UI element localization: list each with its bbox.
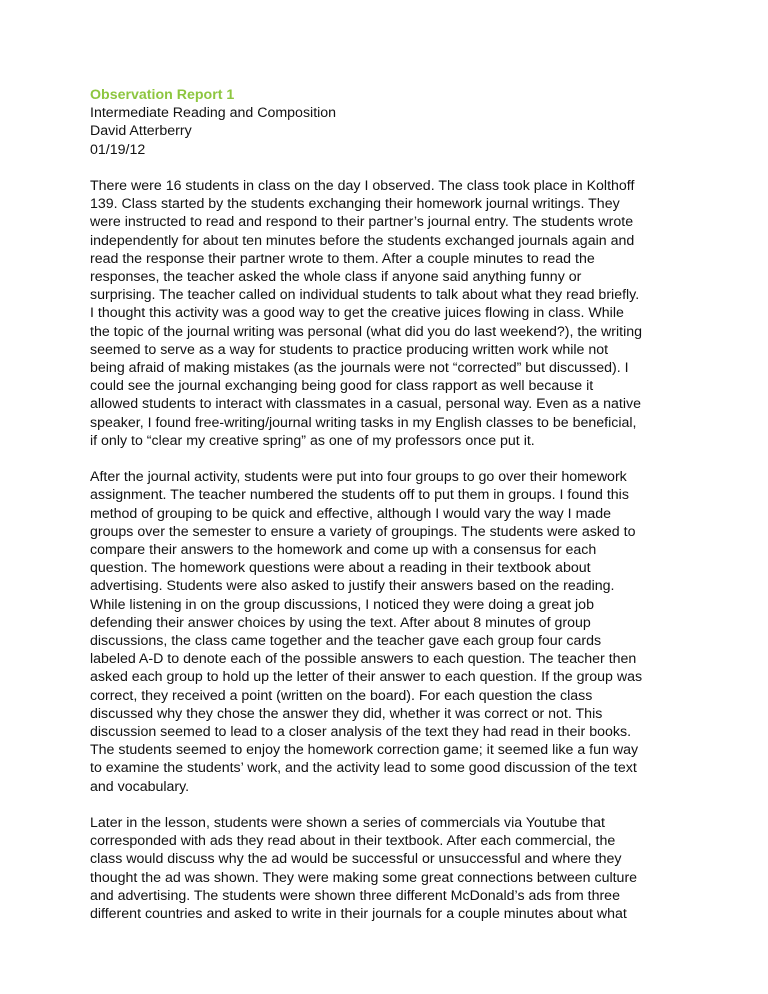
author-name: David Atterberry xyxy=(90,123,192,140)
text-line: assignment. The teacher numbered the students off to put them in groups. I found this xyxy=(90,487,629,504)
text-line: read the response their partner wrote to them. After a couple minutes to read the xyxy=(90,250,595,267)
paragraph-3 xyxy=(90,814,690,923)
text-line: There were 16 students in class on the day I observed. The class took place in Kolthoff xyxy=(90,178,635,194)
text-line: the topic of the journal writing was personal (what did you do last weekend?), the writing xyxy=(90,323,643,340)
document-page xyxy=(90,86,690,923)
text-line: surprising. The teacher called on individual students to talk about what they read briefly. xyxy=(90,287,640,304)
text-line: advertising. Students were also asked to justify their answers based on the reading. xyxy=(90,578,615,595)
text-line: The students seemed to enjoy the homework correction game; it seemed like a fun way xyxy=(90,742,639,759)
text-line: thought the ad was shown. They were making some great connections between culture xyxy=(90,869,638,886)
report-body xyxy=(90,177,690,923)
text-line: different countries and asked to write in their journals for a couple minutes about what xyxy=(90,906,627,923)
text-line: compare their answers to the homework and come up with a consensus for each xyxy=(90,542,597,559)
text-line: and advertising. The students were shown three different McDonald’s ads from three xyxy=(90,887,620,904)
text-line: were instructed to read and respond to their partner’s journal entry. The students wrote xyxy=(90,214,634,231)
text-line: 139. Class started by the students exchanging their homework journal writings. They xyxy=(90,196,620,213)
text-line: if only to “clear my creative spring” as one of my professors once put it. xyxy=(90,432,535,449)
text-line: question. The homework questions were about a reading in their textbook about xyxy=(90,560,591,577)
text-line: I thought this activity was a good way to get the creative juices flowing in class. While xyxy=(90,305,624,322)
text-line: speaker, I found free-writing/journal writing tasks in my English classes to be beneficial, xyxy=(90,414,637,431)
text-line: groups over the semester to ensure a variety of groupings. The students were asked to xyxy=(90,523,636,540)
text-line: asked each group to hold up the letter of their answer to each question. If the group was xyxy=(90,669,643,686)
text-line: being afraid of making mistakes (as the journals were not “corrected” but discussed). I xyxy=(90,360,629,377)
text-line: discussions, the class came together and the teacher gave each group four cards xyxy=(90,633,602,650)
text-line: seemed to serve as a way for students to practice producing written work while not xyxy=(90,341,609,358)
text-line: and vocabulary. xyxy=(90,778,190,795)
text-line: could see the journal exchanging being good for class rapport as well because it xyxy=(90,378,594,395)
paragraph-2 xyxy=(90,468,690,796)
text-line: After the journal activity, students were put into four groups to go over their homework xyxy=(90,469,627,486)
text-line: to examine the students’ work, and the activity lead to some good discussion of the text xyxy=(90,760,637,777)
report-title: Observation Report 1 xyxy=(90,87,235,103)
text-line: Later in the lesson, students were shown a series of commercials via Youtube that xyxy=(90,815,605,832)
text-line: discussion seemed to lead to a closer analysis of the text they had read in their books. xyxy=(90,724,632,741)
course-name: Intermediate Reading and Composition xyxy=(90,105,337,122)
text-line: While listening in on the group discussions, I noticed they were doing a great job xyxy=(90,596,594,613)
text-line: defending their answer choices by using the text. After about 8 minutes of group xyxy=(90,614,591,631)
text-line: labeled A-D to denote each of the possible answers to each question. The teacher then xyxy=(90,651,637,668)
text-line: method of grouping to be quick and effective, although I would vary the way I made xyxy=(90,505,612,522)
text-line: independently for about ten minutes before the students exchanged journals again and xyxy=(90,232,635,249)
report-date: 01/19/12 xyxy=(90,141,146,158)
text-line: correct, they received a point (written on the board). For each question the class xyxy=(90,687,593,704)
text-line: corresponded with ads they read about in their textbook. After each commercial, the xyxy=(90,833,616,850)
text-line: class would discuss why the ad would be successful or unsuccessful and where they xyxy=(90,851,622,868)
report-header xyxy=(90,86,690,159)
text-line: allowed students to interact with classmates in a casual, personal way. Even as a native xyxy=(90,396,641,413)
paragraph-1 xyxy=(90,177,690,450)
text-line: responses, the teacher asked the whole class if anyone said anything funny or xyxy=(90,269,582,286)
text-line: discussed why they chose the answer they did, whether it was correct or not. This xyxy=(90,705,603,722)
